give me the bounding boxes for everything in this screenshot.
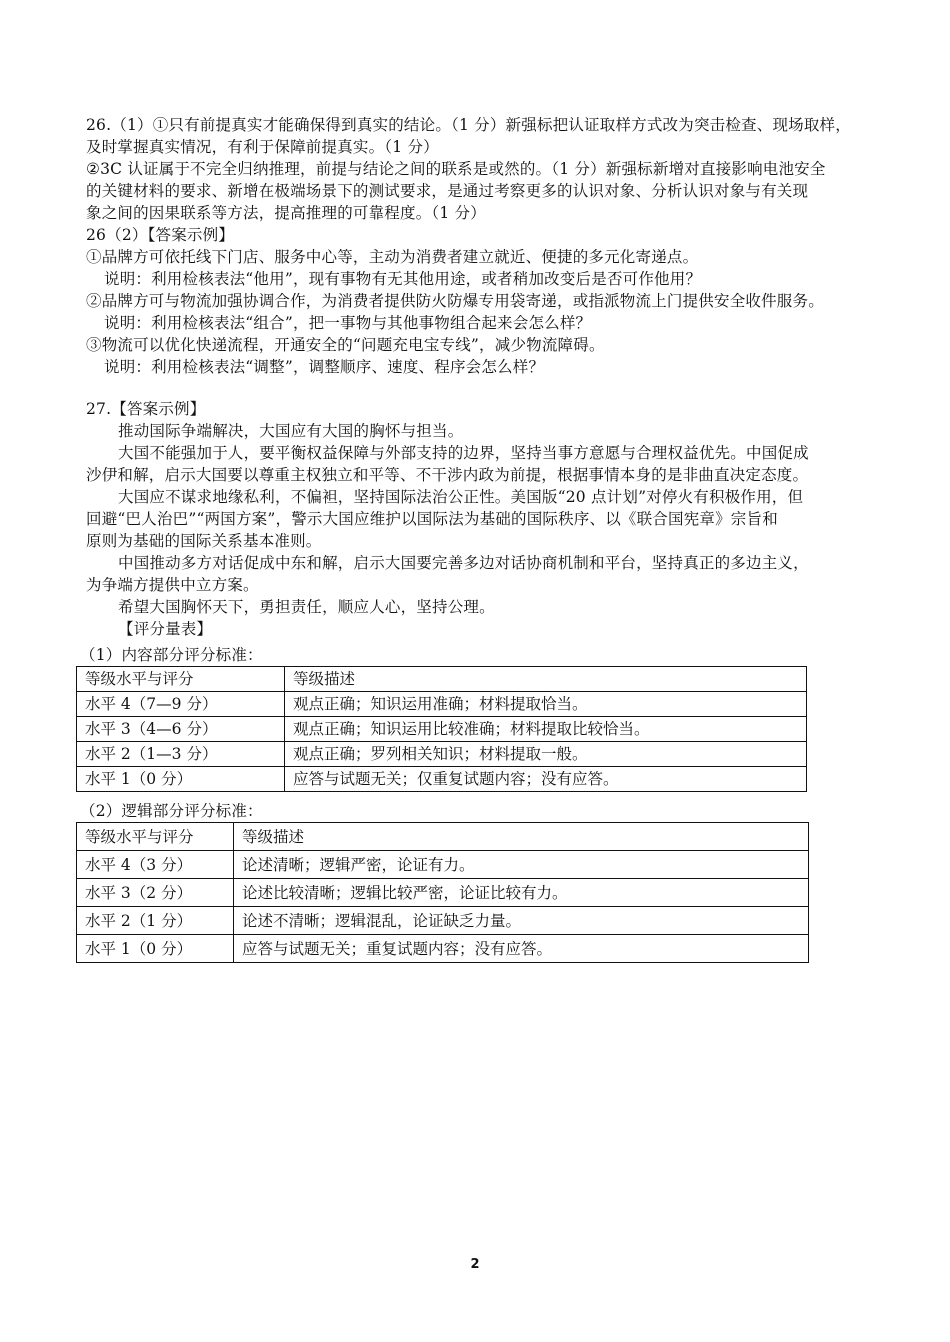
header-cell-description: 等级描述 (285, 667, 807, 692)
q26-answer-1: ①品牌方可依托线下门店、服务中心等，主动为消费者建立就近、便捷的多元化寄递点。 (86, 248, 699, 266)
q27-title: 27.【答案示例】 (86, 400, 206, 418)
description-cell: 观点正确；知识运用比较准确；材料提取比较恰当。 (285, 717, 807, 742)
table-row (77, 767, 807, 792)
level-cell: 水平 3（2 分） (77, 879, 234, 907)
q26-part2-line2: 的关键材料的要求、新增在极端场景下的测试要求，是通过考察更多的认识对象、分析认识对象与有关现 (86, 182, 809, 200)
q26-part1-line2: 及时掌握真实情况，有利于保障前提真实。（1 分） (86, 138, 439, 156)
q27-para2-line1: 大国不能强加于人，要平衡权益保障与外部支持的边界，坚持当事方意愿与合理权益优先。中国促成 (118, 444, 809, 462)
q27-para3-line3: 原则为基础的国际关系基本准则。 (86, 532, 322, 550)
table-row (77, 907, 809, 935)
q27-para3-line2: 回避“巴人治巴”“两国方案”，警示大国应维护以国际法为基础的国际秩序、以《联合国宪章》宗旨和 (86, 510, 778, 528)
q26-sub2-title: 26（2）【答案示例】 (86, 226, 235, 244)
description-cell: 论述不清晰；逻辑混乱，论证缺乏力量。 (234, 907, 809, 935)
level-cell: 水平 2（1 分） (77, 907, 234, 935)
table-row (77, 935, 809, 963)
q26-answer-3-note: 说明：利用检核表法“调整”，调整顺序、速度、程序会怎么样？ (104, 358, 545, 376)
table-row (77, 742, 807, 767)
q26-part2-line1: ②3C 认证属于不完全归纳推理，前提与结论之间的联系是或然的。（1 分）新强标新增对直接影响电池安全 (86, 160, 826, 178)
table-row (77, 692, 807, 717)
description-cell: 应答与试题无关；重复试题内容；没有应答。 (234, 935, 809, 963)
q27-para2-line2: 沙伊和解，启示大国要以尊重主权独立和平等、不干涉内政为前提，根据事情本身的是非曲直决定态度。 (86, 466, 809, 484)
q27-para1: 推动国际争端解决，大国应有大国的胸怀与担当。 (118, 422, 464, 440)
description-cell: 观点正确；知识运用准确；材料提取恰当。 (285, 692, 807, 717)
level-cell: 水平 2（1—3 分） (77, 742, 285, 767)
q27-para3-line1: 大国应不谋求地缘私利，不偏袒，坚持国际法治公正性。美国版“20 点计划”对停火有积极作用，但 (118, 488, 804, 506)
table-row (77, 879, 809, 907)
rubric-title: 【评分量表】 (118, 620, 213, 638)
table-row (77, 717, 807, 742)
description-cell: 观点正确；罗列相关知识；材料提取一般。 (285, 742, 807, 767)
table-header-row (77, 823, 809, 851)
page-number: 2 (470, 1257, 480, 1272)
q26-answer-1-note: 说明：利用检核表法“他用”，现有事物有无其他用途，或者稍加改变后是否可作他用？ (104, 270, 702, 288)
level-cell: 水平 4（7—9 分） (77, 692, 285, 717)
q26-answer-2-note: 说明：利用检核表法“组合”，把一事物与其他事物组合起来会怎么样？ (104, 314, 592, 332)
level-cell: 水平 1（0 分） (77, 935, 234, 963)
q27-para4-line2: 为争端方提供中立方案。 (86, 576, 259, 594)
q27-para4-line1: 中国推动多方对话促成中东和解，启示大国要完善多边对话协商机制和平台，坚持真正的多边主义， (118, 554, 809, 572)
description-cell: 应答与试题无关；仅重复试题内容；没有应答。 (285, 767, 807, 792)
header-cell-level: 等级水平与评分 (77, 823, 234, 851)
table-header-row (77, 667, 807, 692)
q26-answer-3: ③物流可以优化快递流程，开通安全的“问题充电宝专线”，减少物流障碍。 (86, 336, 605, 354)
content-rubric-table (76, 666, 807, 792)
logic-rubric-table (76, 822, 809, 963)
q26-part2-line3: 象之间的因果联系等方法，提高推理的可靠程度。（1 分） (86, 204, 486, 222)
q26-part1-line1: 26.（1）①只有前提真实才能确保得到真实的结论。（1 分）新强标把认证取样方式改为突击检查、现场取样， (86, 116, 851, 134)
q26-answer-2: ②品牌方可与物流加强协调合作，为消费者提供防火防爆专用袋寄递，或指派物流上门提供安全收件服务。 (86, 292, 824, 310)
description-cell: 论述比较清晰；逻辑比较严密，论证比较有力。 (234, 879, 809, 907)
level-cell: 水平 1（0 分） (77, 767, 285, 792)
description-cell: 论述清晰；逻辑严密，论证有力。 (234, 851, 809, 879)
table-row (77, 851, 809, 879)
header-cell-level: 等级水平与评分 (77, 667, 285, 692)
q27-para5: 希望大国胸怀天下，勇担责任，顺应人心，坚持公理。 (118, 598, 495, 616)
header-cell-description: 等级描述 (234, 823, 809, 851)
level-cell: 水平 3（4—6 分） (77, 717, 285, 742)
logic-table-caption: （2）逻辑部分评分标准： (80, 802, 263, 820)
content-table-caption: （1）内容部分评分标准： (80, 646, 263, 664)
level-cell: 水平 4（3 分） (77, 851, 234, 879)
